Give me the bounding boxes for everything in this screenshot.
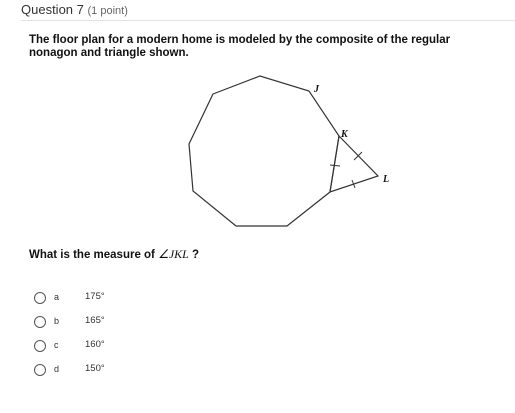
option-letter-d: d <box>54 364 60 374</box>
label-j: J <box>314 84 319 95</box>
option-value-c: 160° <box>85 339 105 350</box>
label-l: L <box>383 174 390 185</box>
option-c[interactable] <box>34 338 174 354</box>
tick-mark-km <box>330 165 340 166</box>
question-prompt: The floor plan for a modern home is modeled by the composite of the regular nonagon and triangle shown. <box>29 34 451 59</box>
option-letter-a: a <box>54 292 60 302</box>
radio-button-b[interactable] <box>34 316 46 328</box>
question-text <box>29 247 199 262</box>
question-points: (1 point) <box>87 5 128 17</box>
triangle-shape <box>330 136 378 192</box>
option-b[interactable] <box>34 314 174 330</box>
option-value-b: 165° <box>85 315 105 326</box>
nonagon-shape <box>189 76 339 226</box>
radio-button-d[interactable] <box>34 364 46 376</box>
angle-jkl: ∠JKL <box>158 247 189 261</box>
option-value-a: 175° <box>85 291 105 302</box>
label-k: K <box>341 129 348 140</box>
radio-button-c[interactable] <box>34 340 46 352</box>
option-letter-b: b <box>54 316 60 326</box>
option-d[interactable] <box>34 362 174 378</box>
question-title: Question 7 <box>21 2 84 17</box>
question-suffix: ? <box>188 249 200 261</box>
option-a[interactable] <box>34 290 174 306</box>
option-letter-c: c <box>54 340 59 350</box>
option-value-d: 150° <box>85 363 105 374</box>
question-prefix: What is the measure of <box>29 249 159 261</box>
radio-button-a[interactable] <box>34 292 46 304</box>
